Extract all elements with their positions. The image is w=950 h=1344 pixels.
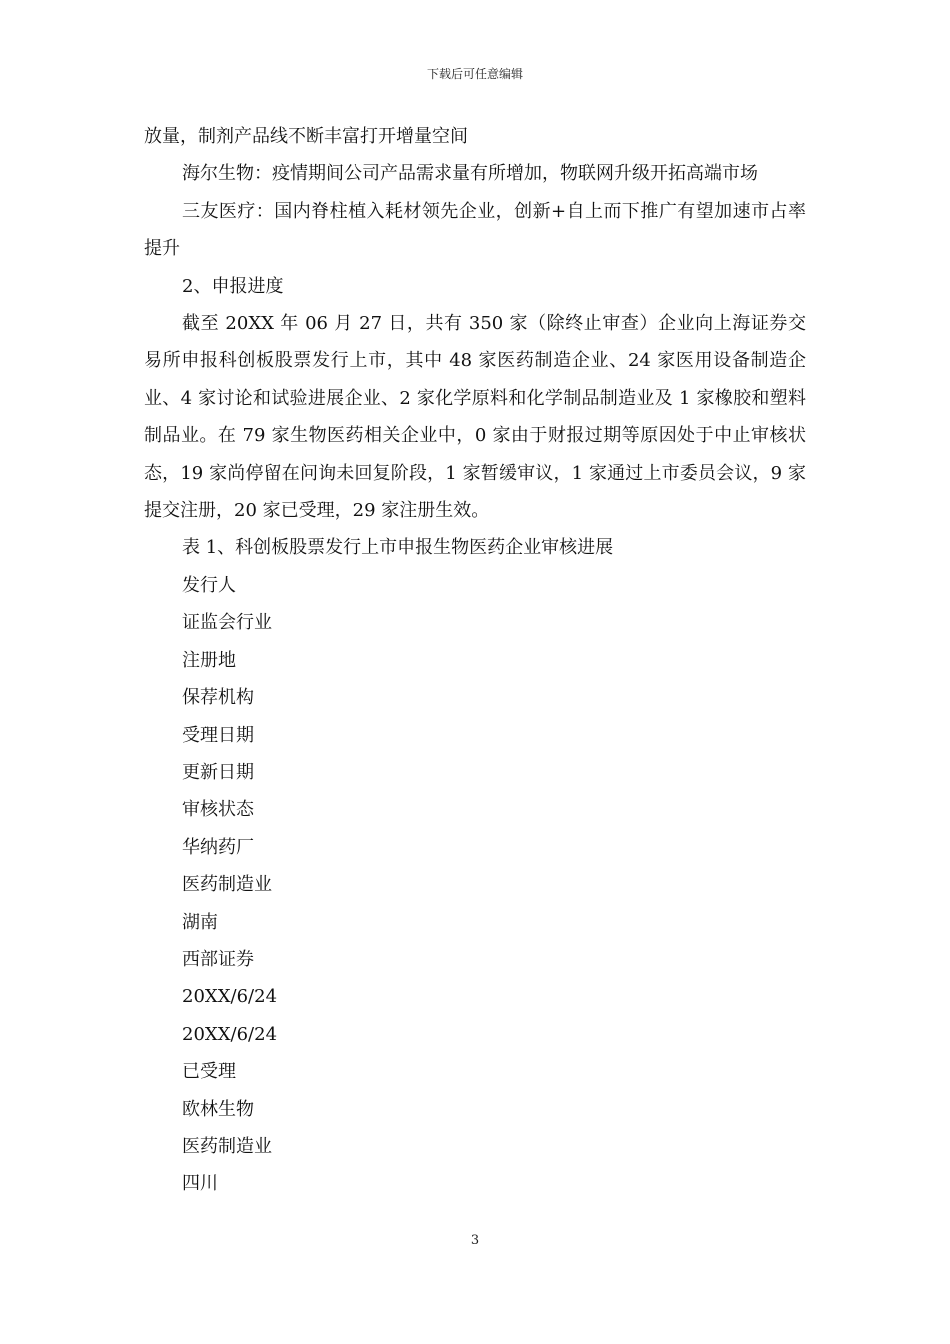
paragraph-sanyou-medical: 三友医疗：国内脊柱植入耗材领先企业，创新+自上而下推广有望加速市占率提升 — [144, 200, 806, 260]
table-caption: 表 1、科创板股票发行上市申报生物医药企业审核进展 — [182, 537, 614, 559]
table-header-cell: 发行人 — [182, 574, 236, 596]
table-header-cell: 注册地 — [182, 649, 236, 671]
table-cell: 医药制造业 — [182, 1135, 272, 1157]
table-cell: 欧林生物 — [182, 1098, 254, 1120]
table-cell: 西部证券 — [182, 948, 254, 970]
table-cell: 四川 — [182, 1173, 218, 1195]
table-header-cell: 审核状态 — [182, 799, 254, 821]
table-cell: 华纳药厂 — [182, 836, 254, 858]
table-cell: 20XX/6/24 — [182, 1023, 278, 1045]
table-cell: 湖南 — [182, 911, 218, 933]
section-heading-progress: 2、申报进度 — [182, 275, 284, 297]
table-cells-as-lines — [144, 567, 806, 1203]
page-number: 3 — [470, 1233, 480, 1248]
table-header-cell: 保荐机构 — [182, 687, 254, 709]
table-header-cell: 证监会行业 — [182, 612, 272, 634]
paragraph-progress-detail: 截至 20XX 年 06 月 27 日，共有 350 家（除终止审查）企业向上海证券交易所申报科创板股票发行上市，其中 48 家医药制造企业、24 家医用设备制造企业、4 家讨论和试验进展企业、2 家化学原料和化学制品制造业及 1 家橡胶和塑料制品业。在 79 家生物医药相关企业中，0 家由于财报过期等原因处于中止审核状态，19 家尚停留在问询未回复阶段，1 家暂缓审议，1 家通过上市委员会议，9 家提交注册，20 家已受理，29 家注册生效。 — [144, 313, 806, 522]
table-cell: 已受理 — [182, 1061, 236, 1083]
table-header-cell: 更新日期 — [182, 761, 254, 783]
table-cell: 医药制造业 — [182, 874, 272, 896]
page-header-note: 下载后可任意编辑 — [426, 67, 523, 81]
table-header-cell: 受理日期 — [182, 724, 254, 746]
document-body — [144, 118, 806, 1203]
paragraph-haier-bio: 海尔生物：疫情期间公司产品需求量有所增加，物联网升级开拓高端市场 — [182, 163, 758, 185]
table-cell: 20XX/6/24 — [182, 986, 278, 1008]
paragraph-continuation: 放量，制剂产品线不断丰富打开增量空间 — [144, 126, 468, 147]
